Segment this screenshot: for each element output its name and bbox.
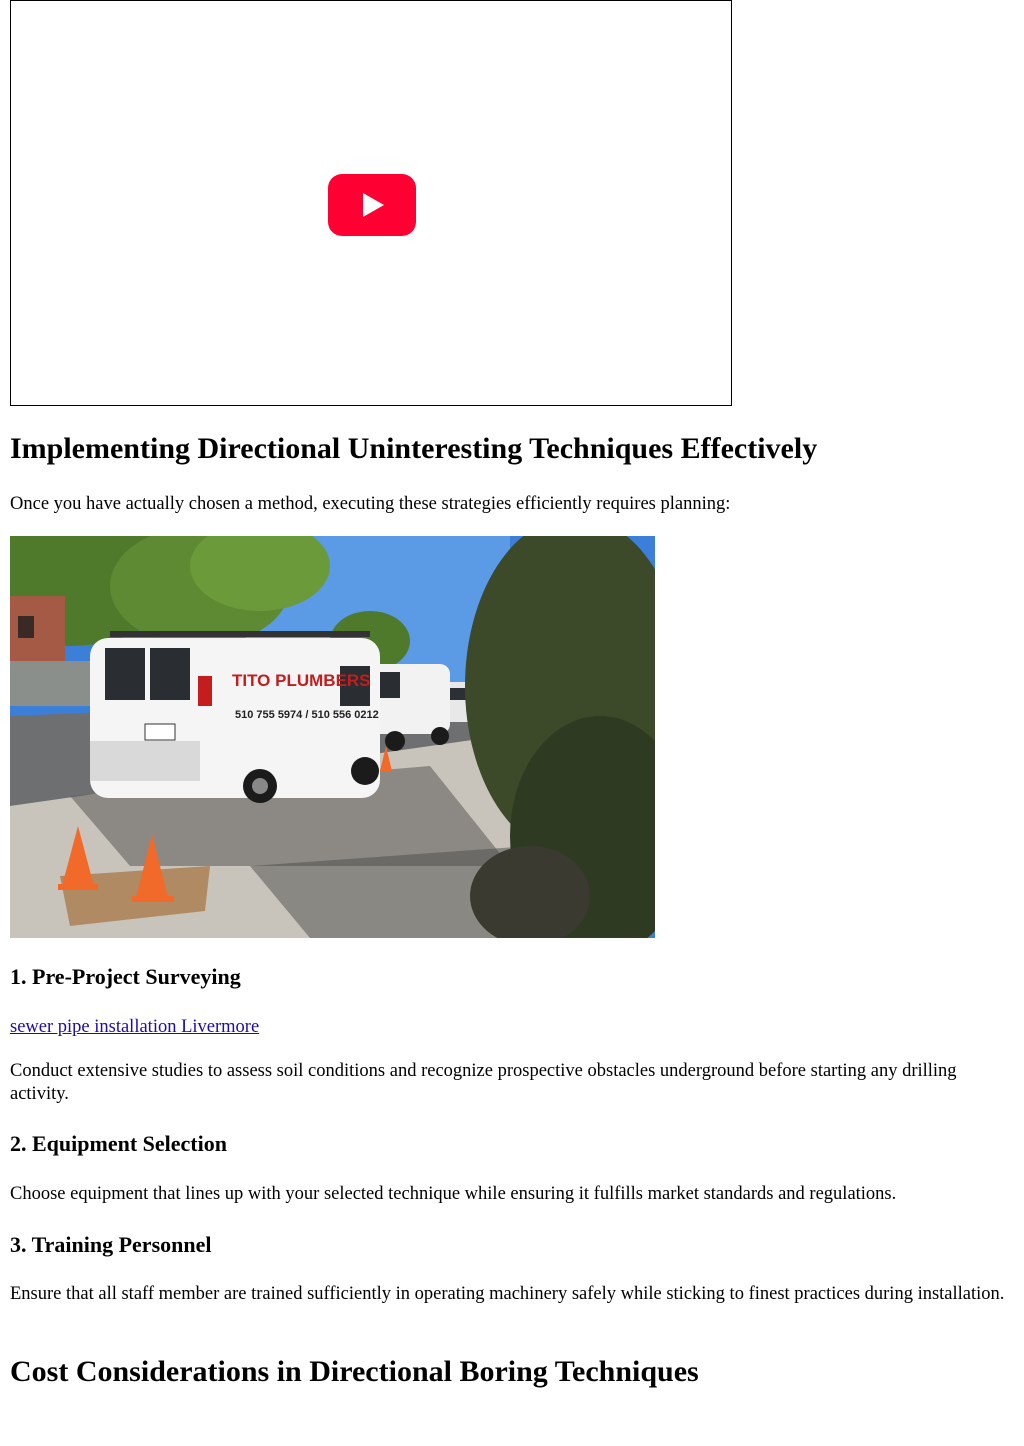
section-heading: Implementing Directional Uninteresting Techniques Effectively <box>10 432 818 465</box>
step-1-title: 1. Pre-Project Surveying <box>10 964 241 989</box>
step-3-body: Ensure that all staff member are trained sufficiently in operating machinery safely while sticking to finest practices during installation. <box>10 1284 1005 1304</box>
plumbing-vans-image <box>10 536 655 938</box>
van-phone-text: 510 755 5974 / 510 556 0212 <box>235 709 379 721</box>
intro-paragraph: Once you have actually chosen a method, executing these strategies efficiently requires planning: <box>10 494 731 514</box>
sewer-pipe-installation-link[interactable]: sewer pipe installation Livermore <box>10 1017 260 1037</box>
youtube-play-icon[interactable] <box>328 174 416 236</box>
van-brand-text: TITO PLUMBERS <box>232 671 371 690</box>
step-3-title: 3. Training Personnel <box>10 1232 212 1257</box>
section-heading-cost: Cost Considerations in Directional Boring Techniques <box>10 1355 699 1388</box>
step-2-body: Choose equipment that lines up with your selected technique while ensuring it fulfills market standards and regulations. <box>10 1184 897 1204</box>
video-embed[interactable] <box>10 0 732 406</box>
step-2-title: 2. Equipment Selection <box>10 1131 227 1156</box>
step-1-body: Conduct extensive studies to assess soil conditions and recognize prospective obstacles underground before starting any drilling activity. <box>10 1061 957 1104</box>
article-photo <box>10 536 655 938</box>
